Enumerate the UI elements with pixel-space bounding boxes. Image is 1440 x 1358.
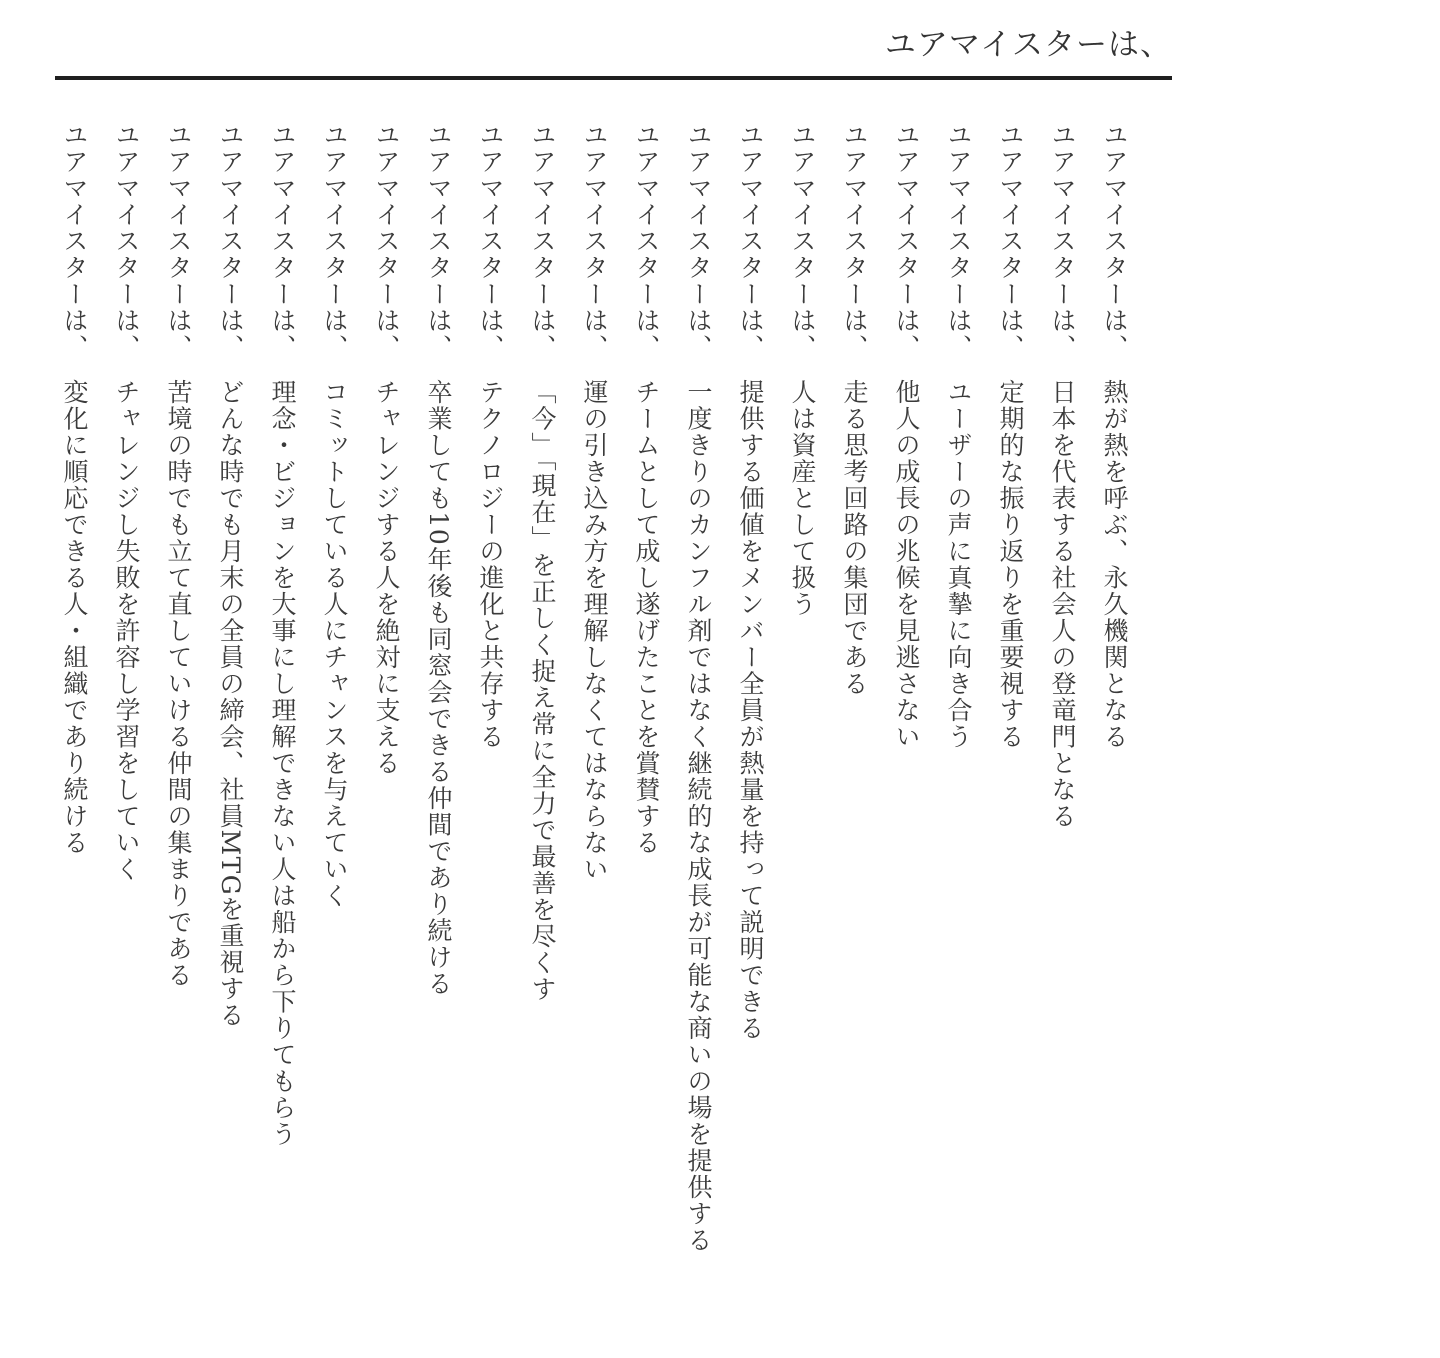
- list-item: [360, 122, 412, 777]
- list-item: [776, 122, 828, 618]
- list-item: [1036, 122, 1088, 830]
- item-subject: ユアマイスターは、: [736, 122, 765, 361]
- item-subject: ユアマイスターは、: [372, 122, 401, 361]
- item-subject: ユアマイスターは、: [320, 122, 349, 361]
- item-text: 運の引き込み方を理解しなくてはならない: [580, 379, 609, 883]
- item-subject: ユアマイスターは、: [216, 122, 245, 361]
- item-text: 一度きりのカンフル剤ではなく継続的な成長が可能な商いの場を提供する: [684, 379, 713, 1254]
- item-text: 他人の成長の兆候を見逃さない: [892, 379, 921, 750]
- list-item: [48, 122, 100, 856]
- item-subject: ユアマイスターは、: [788, 122, 817, 361]
- item-text: ユーザーの声に真摯に向き合う: [944, 379, 973, 750]
- list-item: [724, 122, 776, 1042]
- list-item: [204, 122, 256, 1029]
- page-title: ユアマイスターは、: [884, 27, 1172, 63]
- item-subject: ユアマイスターは、: [892, 122, 921, 361]
- item-subject: ユアマイスターは、: [1048, 122, 1077, 361]
- item-subject: ユアマイスターは、: [684, 122, 713, 361]
- item-text: チャレンジする人を絶対に支える: [372, 379, 401, 777]
- item-text: どんな時でも月末の全員の締会、社員MTGを重視する: [216, 379, 245, 1029]
- page-header: [55, 14, 1172, 80]
- item-text: 理念・ビジョンを大事にし理解できない人は船から下りてもらう: [268, 379, 297, 1148]
- item-subject: ユアマイスターは、: [840, 122, 869, 361]
- item-subject: ユアマイスターは、: [996, 122, 1025, 361]
- list-item: [412, 122, 464, 997]
- list-item: [256, 122, 308, 1148]
- item-subject: ユアマイスターは、: [476, 122, 505, 361]
- item-text: 変化に順応できる人・組織であり続ける: [60, 379, 89, 856]
- list-item: [568, 122, 620, 883]
- item-text: 提供する価値をメンバー全員が熱量を持って説明できる: [736, 379, 765, 1042]
- item-subject: ユアマイスターは、: [424, 122, 453, 361]
- item-text: テクノロジーの進化と共存する: [476, 379, 505, 750]
- item-text: 人は資産として扱う: [788, 379, 817, 618]
- item-text: チャレンジし失敗を許容し学習をしていく: [112, 379, 141, 883]
- list-item: [516, 122, 568, 1003]
- item-text: 熱が熱を呼ぶ、永久機関となる: [1100, 379, 1129, 750]
- list-item: [152, 122, 204, 989]
- list-item: [620, 122, 672, 856]
- item-subject: ユアマイスターは、: [112, 122, 141, 361]
- list-item: [828, 122, 880, 697]
- item-subject: ユアマイスターは、: [268, 122, 297, 361]
- list-item: [308, 122, 360, 909]
- item-text: コミットしている人にチャンスを与えていく: [320, 379, 349, 909]
- list-item: [100, 122, 152, 883]
- list-item: [880, 122, 932, 750]
- principles-list: [48, 122, 1140, 1322]
- list-item: [672, 122, 724, 1254]
- item-subject: ユアマイスターは、: [580, 122, 609, 361]
- item-subject: ユアマイスターは、: [1100, 122, 1129, 361]
- item-text: 定期的な振り返りを重要視する: [996, 379, 1025, 750]
- list-item: [464, 122, 516, 750]
- list-item: [1088, 122, 1140, 750]
- item-subject: ユアマイスターは、: [164, 122, 193, 361]
- list-item: [932, 122, 984, 750]
- item-subject: ユアマイスターは、: [944, 122, 973, 361]
- item-text: 卒業しても10年後も同窓会できる仲間であり続ける: [424, 379, 453, 997]
- item-text: チームとして成し遂げたことを賞賛する: [632, 379, 661, 856]
- item-text: 苦境の時でも立て直していける仲間の集まりである: [164, 379, 193, 989]
- item-subject: ユアマイスターは、: [60, 122, 89, 361]
- item-text: 「今」「現在」を正しく捉え常に全力で最善を尽くす: [528, 379, 557, 1003]
- item-subject: ユアマイスターは、: [632, 122, 661, 361]
- item-text: 日本を代表する社会人の登竜門となる: [1048, 379, 1077, 830]
- item-text: 走る思考回路の集団である: [840, 379, 869, 697]
- item-subject: ユアマイスターは、: [528, 122, 557, 361]
- list-item: [984, 122, 1036, 750]
